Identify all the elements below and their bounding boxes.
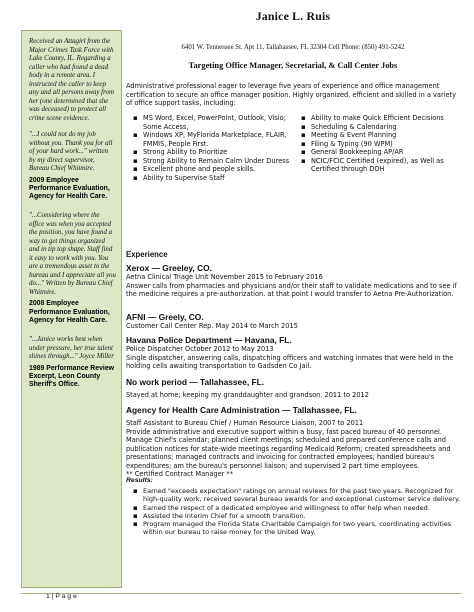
contact-line: 6401 W. Tennessee St. Apt 11, Tallahassee, FL 32304 Cell Phone: (850) 491-5242 xyxy=(181,44,405,51)
testimonial-quote: "...Considering where the office was when you accepted the position, you have found a way to get things organized and in tip top shape. Staff find it easy to work with you. You are a tremendous asset to the bureau and I appreciate all you do..." Written by Bureau Chief Whitmire. xyxy=(29,212,116,296)
skill-item: ▪ Meeting & Event Planning xyxy=(300,131,460,140)
result-item: ▪ Earned "exceeds expectation" ratings on annual reviews for the past two years. Recognized for high-quality work, received several bureau awards for and exceptional customer service delivery. xyxy=(126,487,460,504)
skills-list-left xyxy=(132,114,297,182)
job-dates: Aetna Clinical Triage Unit November 2015 to February 2016 xyxy=(126,273,323,281)
job-description: Provide administrative and executive support within a busy, fast paced bureau of 40 personnel. Manage Chief's calendar; planned client meetings; scheduled and prepared conference calls and publication notices for state-wide meetings regarding Medicaid Reform; created spreadsheets and presentations; managed contracts and invoicing for contracted employees; handled bureau's expenditures; am the bureau's personnel liaison; and supervised 2 part time employees. xyxy=(126,427,451,470)
job-entry xyxy=(126,405,460,479)
testimonial-block xyxy=(29,38,116,131)
candidate-name: Janice L. Ruis xyxy=(255,9,331,23)
results-label: Results: xyxy=(126,477,153,484)
job-title: Havana Police Department — Havana, FL. xyxy=(126,335,292,345)
result-item: ▪ Assisted the Interim Chief for a smooth transition. xyxy=(126,512,460,520)
job-dates: Customer Call Center Rep. May 2014 to March 2015 xyxy=(126,322,298,330)
testimonial-source: 2009 Employee Performance Evaluation, Agency for Health Care. xyxy=(29,176,110,201)
skill-item: ▪ Filing & Typing (90 WPM) xyxy=(300,140,460,149)
skill-item: ▪ MS Word, Excel, PowerPoint, Outlook, Visio; Some Access, xyxy=(132,114,297,131)
skill-item: ▪ Strong Ability to Remain Calm Under Duress xyxy=(132,157,297,166)
skill-item: ▪ Excellent phone and people skills. xyxy=(132,165,297,174)
experience-heading: Experience xyxy=(126,250,168,259)
testimonial-source: 1989 Performance Review Excerpt, Leon County Sheriff's Office. xyxy=(29,364,115,389)
skill-item: ▪ Scheduling & Calendaring xyxy=(300,123,460,132)
job-entry xyxy=(126,377,460,400)
testimonial-block xyxy=(29,212,116,325)
job-title: No work period — Tallahassee, FL. xyxy=(126,377,265,387)
job-entry xyxy=(126,263,460,299)
results-section xyxy=(126,477,460,537)
summary-paragraph: Administrative professional eager to leverage five years of experience and office management certification to secure an office manager position. Highly organized, efficient and skilled in a variety of office support tasks, including: xyxy=(126,82,457,108)
page-number: 1 | P a g e xyxy=(46,593,77,600)
testimonial-block xyxy=(29,336,116,389)
skill-item: ▪ General Bookkeeping AP/AR xyxy=(300,148,460,157)
skill-item: ▪ Windows XP, MyFlorida Marketplace, FLAIR, FMMIS, People First. xyxy=(132,131,297,148)
skills-list-right xyxy=(300,114,460,174)
testimonial-source: 2008 Employee Performance Evaluation, Agency for Health Care. xyxy=(29,300,110,324)
skill-item: ▪ Strong Ability to Prioritize xyxy=(132,148,297,157)
job-description: Answer calls from pharmacies and physicians and/or their staff to validate medications and to see if the medicine requires a pre-authorization. at that point I would transfer to Aetna Pre-Authorization. xyxy=(126,281,457,298)
job-title: AFNI — Greely, CO. xyxy=(126,312,204,322)
job-dates: Staff Assistant to Bureau Chief / Human Resource Liaison, 2007 to 2011 xyxy=(126,419,364,427)
result-item: ▪ Program managed the Florida State Charitable Campaign for two years, coordinating activities within our bureau to raise money for the United Way. xyxy=(126,520,460,537)
resume-main xyxy=(126,0,460,612)
target-line: Targeting Office Manager, Secretarial, & Call Center Jobs xyxy=(188,61,398,70)
job-description: Single dispatcher, answering calls, dispatching officers and watching inmates that were held in the holding cells awaiting transportation to Gadsden Co Jail. xyxy=(126,353,454,370)
sidebar-testimonials xyxy=(21,30,122,588)
skill-item: ▪ NCIC/FCIC Certified (expired), as Well as Certified through DOH xyxy=(300,157,460,174)
results-list xyxy=(126,487,460,537)
testimonial-quote: "...I could not do my job without you. Thank you for all of your hard work..." written by my direct supervisor, Bureau Chief Whitmire. xyxy=(29,131,113,172)
job-dates: Police Dispatcher October 2012 to May 2013 xyxy=(126,345,274,353)
job-title: Xerox — Greeley, CO. xyxy=(126,263,212,273)
skill-item: ▪ Ability to Supervise Staff xyxy=(132,174,297,183)
job-entry xyxy=(126,312,460,331)
result-item: ▪ Earned the respect of a dedicated employee and willingness to offer help when needed. xyxy=(126,504,460,512)
skill-item: ▪ Ability to make Quick Efficient Decisions xyxy=(300,114,460,123)
page-footer xyxy=(21,593,461,600)
testimonial-quote: "...Janice works best when under pressure, her true talent shines through..." Joyce Miller xyxy=(29,336,114,361)
job-entry xyxy=(126,335,460,371)
testimonial-block xyxy=(29,131,116,201)
testimonial-quote: Received an Attagirl from the Major Crimes Task Force with Lake County, IL. Regarding a caller who had found a dead body in a remote area. I instructed the caller to keep any and all persons away from her (one determined that she was deceased) to protect all crime scene evidence. xyxy=(29,38,114,122)
certification-note: ** Certified Contract Manager ** xyxy=(126,470,234,478)
job-description: Stayed at home; keeping my granddaughter and grandson. 2011 to 2012 xyxy=(126,391,369,399)
job-title: Agency for Health Care Administration — Tallahassee, FL. xyxy=(126,405,357,415)
